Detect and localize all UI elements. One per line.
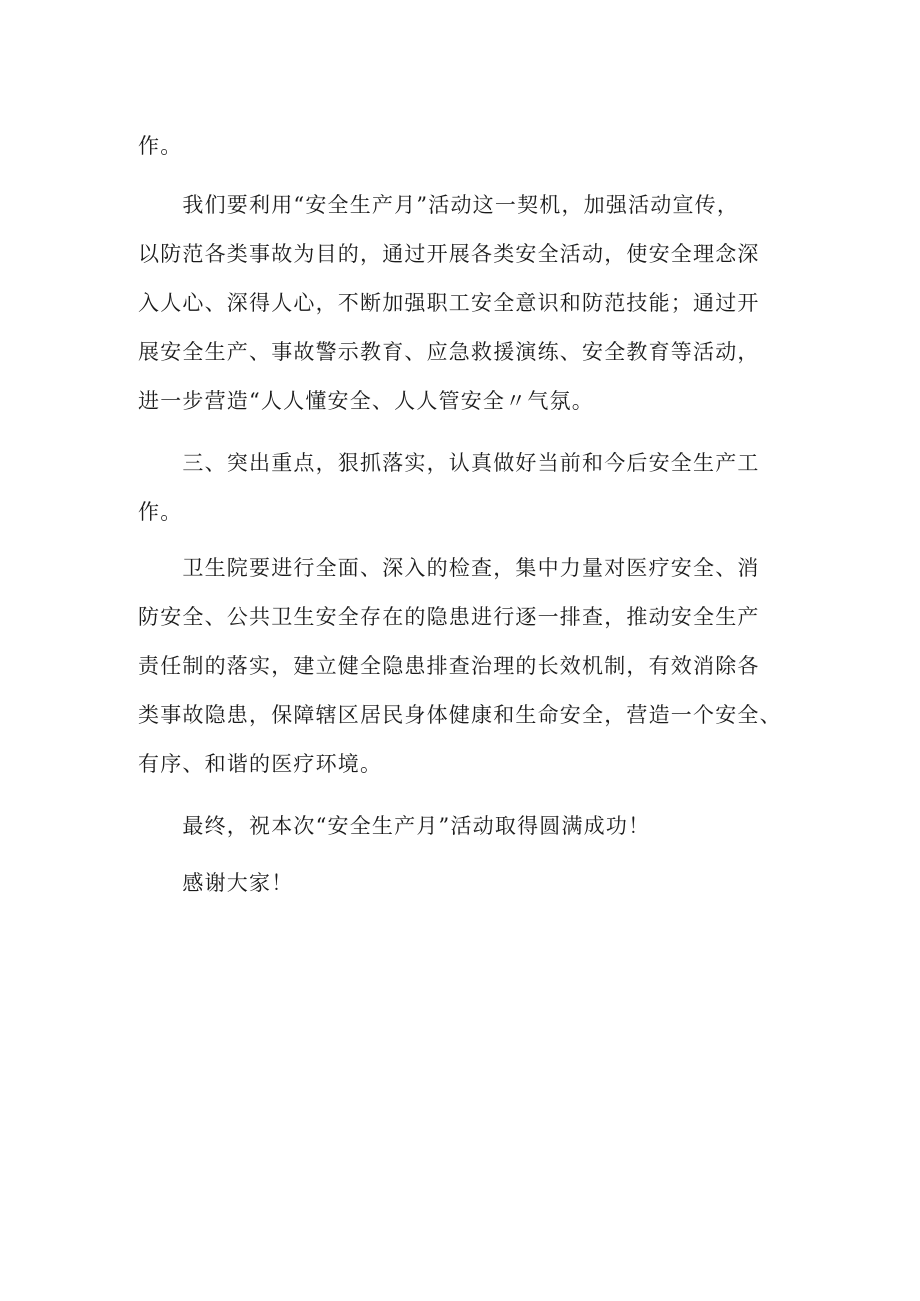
text-line: 感谢大家！ <box>138 871 294 895</box>
text-line: 卫生院要进行全面、深入的检查，集中力量对医疗安全、消 <box>138 556 760 580</box>
text-line: 三、突出重点，狠抓落实，认真做好当前和今后安全生产工 <box>138 451 760 475</box>
paragraph-closing-wish <box>138 808 828 844</box>
text-line: 最终，祝本次“安全生产月”活动取得圆满成功！ <box>138 814 651 838</box>
paragraph-thanks <box>138 865 828 901</box>
text-line: 入人心、深得人心，不断加强职工安全意识和防范技能；通过开 <box>138 291 760 315</box>
text-line: 作。 <box>138 500 183 524</box>
text-line: 类事故隐患，保障辖区居民身体健康和生命安全，营造一个安全、 <box>138 703 782 727</box>
paragraph-hospital-inspection <box>138 550 828 782</box>
paragraph-section-three-heading <box>138 445 828 530</box>
text-line: 展安全生产、事故警示教育、应急救援演练、安全教育等活动， <box>138 340 760 364</box>
text-line: 有序、和谐的医疗环境。 <box>138 752 383 776</box>
text-line: 以防范各类事故为目的，通过开展各类安全活动，使安全理念深 <box>138 242 760 266</box>
text-line: 责任制的落实，建立健全隐患排查治理的长效机制，有效消除各 <box>138 654 760 678</box>
paragraph-continuation <box>138 128 828 164</box>
text-line: 我们要利用“安全生产月”活动这一契机，加强活动宣传， <box>138 193 740 217</box>
text-line: 进一步营造“人人懂安全、人人管安全〃气氛。 <box>138 389 594 413</box>
text-line: 防安全、公共卫生安全存在的隐患进行逐一排查，推动安全生产 <box>138 605 760 629</box>
text-line: 作。 <box>138 134 183 158</box>
paragraph-activity-promotion <box>138 187 828 419</box>
